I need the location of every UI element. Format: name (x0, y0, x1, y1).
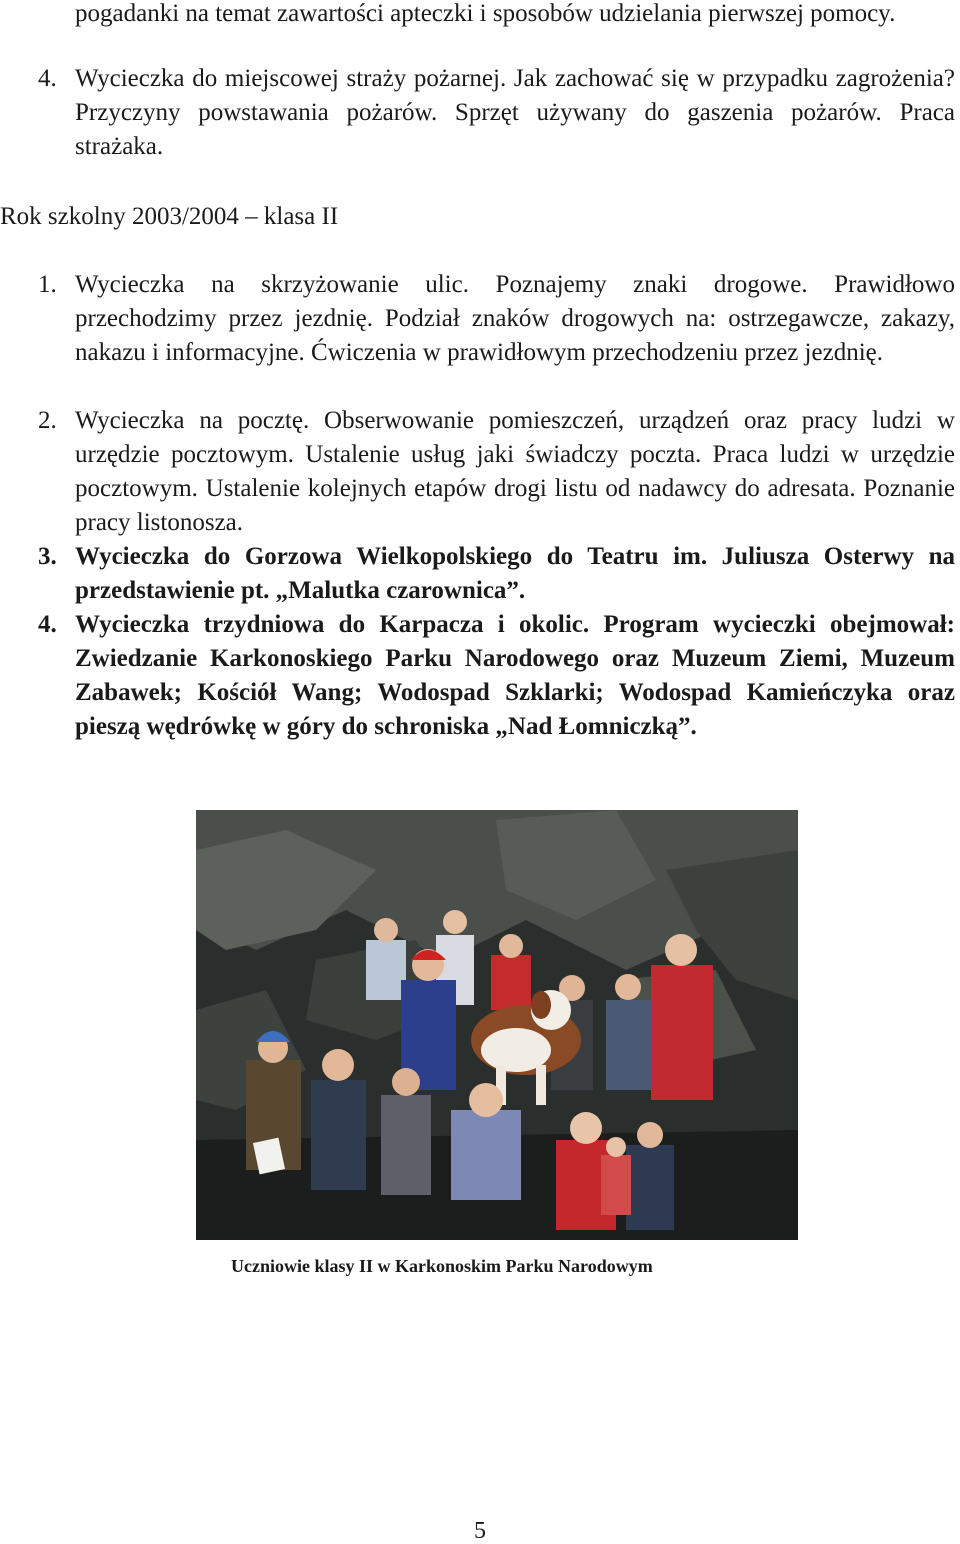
list-item (38, 62, 955, 164)
list-item (38, 268, 955, 370)
list-item-number: 2. (38, 407, 57, 434)
list-item-text: Wycieczka do miejscowej straży pożarnej. Jak zachować się w przypadku zagrożenia? Przyczyny powstawania pożarów. Sprzęt używany do gaszenia pożarów. Praca strażaka. (75, 65, 955, 160)
section-heading: Rok szkolny 2003/2004 – klasa II (0, 203, 339, 230)
list-item-text: Wycieczka na pocztę. Obserwowanie pomieszczeń, urządzeń oraz pracy ludzi w urzędzie pocztowym. Ustalenie usług jaki świadczy poczta. Praca ludzi w urzędzie pocztowym. Ustalenie kolejnych etapów drogi listu od nadawcy do adresata. Poznanie pracy listonosza. (75, 407, 955, 536)
continuation-text: pogadanki na temat zawartości apteczki i sposobów udzielania pierwszej pomocy. (75, 0, 896, 27)
list-item (38, 540, 955, 608)
list-item-number: 4. (38, 65, 57, 92)
photo-caption: Uczniowie klasy II w Karkonoskim Parku Narodowym (231, 1256, 653, 1276)
list-item-text: Wycieczka trzydniowa do Karpacza i okolic. Program wycieczki obejmował: Zwiedzanie Karkonoskiego Parku Narodowego oraz Muzeum Ziemi, Muzeum Zabawek; Kościół Wang; Wodospad Szklarki; Wodospad Kamieńczyka oraz pieszą wędrówkę w góry do schroniska „Nad Łomniczką”. (75, 611, 955, 740)
list-item (38, 608, 955, 744)
list-item-text: Wycieczka do Gorzowa Wielkopolskiego do Teatru im. Juliusza Osterwy na przedstawienie pt. „Malutka czarownica”. (75, 543, 955, 604)
list-item-number: 4. (38, 611, 57, 638)
list-item (38, 404, 955, 540)
group-photo (196, 810, 798, 1240)
list-item-text: Wycieczka na skrzyżowanie ulic. Poznajemy znaki drogowe. Prawidłowo przechodzimy przez jezdnię. Podział znaków drogowych na: ostrzegawcze, zakazy, nakazu i informacyjne. Ćwiczenia w prawidłowym przechodzeniu przez jezdnię. (75, 271, 955, 366)
list-item-number: 3. (38, 543, 57, 570)
page-number: 5 (474, 1518, 486, 1544)
group-photo-illustration (196, 810, 798, 1240)
list-item-number: 1. (38, 271, 57, 298)
